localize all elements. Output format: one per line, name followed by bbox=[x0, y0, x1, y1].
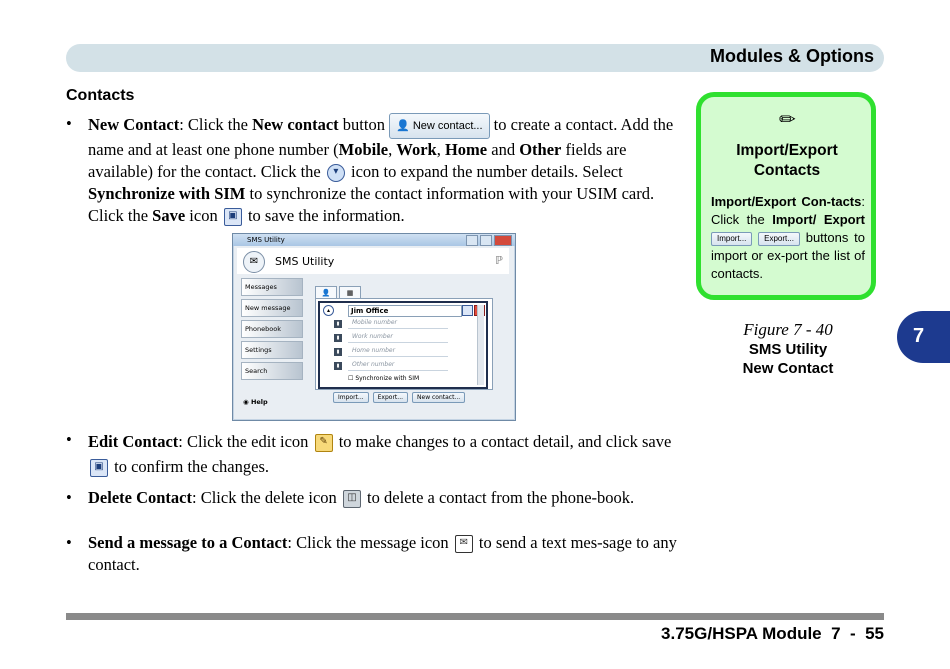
callout-title-line2: Contacts bbox=[753, 162, 821, 179]
bullet-text bbox=[88, 487, 678, 509]
text: : Click the delete icon bbox=[192, 488, 341, 507]
window-titlebar bbox=[233, 234, 515, 246]
help-label: Help bbox=[250, 398, 268, 406]
text: : Click the edit icon bbox=[178, 432, 313, 451]
term-home: Home bbox=[444, 140, 488, 159]
contact-panel bbox=[315, 298, 493, 390]
work-phone-icon: ▮ bbox=[334, 334, 342, 342]
text: to confirm the changes. bbox=[110, 457, 269, 476]
term-work: Work bbox=[396, 140, 437, 159]
contact-name-field[interactable]: Jim Office bbox=[348, 305, 462, 317]
other-number-field[interactable]: Other number bbox=[348, 360, 448, 371]
window-controls bbox=[466, 235, 512, 246]
collapse-icon[interactable]: ▴ bbox=[323, 305, 334, 316]
work-number-field[interactable]: Work number bbox=[348, 332, 448, 343]
nav-item-search[interactable]: Search bbox=[241, 362, 303, 380]
new-contact-button-small[interactable]: New contact... bbox=[412, 392, 465, 403]
signal-icon: ℙ bbox=[495, 254, 503, 267]
envelope-icon[interactable]: ✉ bbox=[455, 535, 473, 553]
mobile-phone-icon: ▮ bbox=[334, 320, 342, 328]
bullet-text bbox=[88, 113, 678, 227]
bullet-new-contact bbox=[66, 113, 678, 227]
bullet-dot: • bbox=[66, 430, 72, 449]
text: to delete a contact from the phone-book. bbox=[362, 488, 635, 507]
bullet-text bbox=[88, 532, 678, 576]
nav-item-phonebook[interactable]: Phonebook bbox=[241, 320, 303, 338]
bottom-buttons bbox=[333, 392, 465, 403]
text: to synchronize the contact information with your USIM card. Click the bbox=[88, 184, 655, 225]
close-button[interactable] bbox=[494, 235, 512, 246]
text: to create a contact. Add the name and at least one phone number ( bbox=[88, 114, 674, 159]
term-other: Other bbox=[519, 140, 562, 159]
term-edit-contact: Edit Contact bbox=[88, 432, 179, 451]
text: button bbox=[338, 114, 390, 134]
text: to save the information. bbox=[243, 206, 405, 225]
text: fields are available) for the contact. Click the bbox=[88, 140, 627, 181]
text: , bbox=[388, 140, 397, 159]
chapter-number: 7 bbox=[913, 325, 925, 347]
edit-pencil-icon[interactable]: ✎ bbox=[315, 434, 333, 452]
checkbox-icon: ☐ bbox=[348, 375, 354, 382]
chapter-tab bbox=[897, 311, 950, 363]
bullet-delete-contact bbox=[66, 487, 678, 509]
footer-divider bbox=[66, 613, 884, 620]
maximize-button[interactable] bbox=[480, 235, 492, 246]
expand-icon[interactable]: ▾ bbox=[327, 164, 345, 182]
pen-icon: ✏ bbox=[779, 107, 796, 131]
footer-text: 3.75G/HSPA Module 7 - 55 bbox=[661, 624, 884, 643]
text: : Click the bbox=[179, 114, 253, 134]
home-number-field[interactable]: Home number bbox=[348, 346, 448, 357]
term-delete-contact: Delete Contact bbox=[88, 488, 192, 507]
help-link[interactable] bbox=[243, 398, 268, 406]
contact-form bbox=[318, 301, 488, 389]
nav-item-new-message[interactable]: New message bbox=[241, 299, 303, 317]
tab-sim-icon[interactable]: ▦ bbox=[339, 286, 361, 300]
figure-caption-line2: New Contact bbox=[742, 360, 834, 377]
help-icon: ◉ bbox=[243, 398, 249, 406]
text: to send a text mes-sage to any contact. bbox=[88, 533, 677, 574]
bullet-text bbox=[88, 429, 678, 479]
minimize-button[interactable] bbox=[466, 235, 478, 246]
text: : Click the bbox=[711, 194, 865, 227]
import-export-callout bbox=[696, 92, 876, 300]
header-bar bbox=[66, 44, 884, 72]
import-button[interactable]: Import... bbox=[711, 232, 752, 246]
app-header bbox=[237, 248, 509, 274]
text: and bbox=[487, 140, 520, 159]
header-title: Modules & Options bbox=[710, 46, 874, 66]
save-icon[interactable] bbox=[462, 305, 473, 316]
save-icon[interactable]: ▣ bbox=[224, 208, 242, 226]
bullet-send-message bbox=[66, 532, 678, 576]
scrollbar[interactable] bbox=[477, 305, 484, 385]
new-contact-button-label: New contact... bbox=[412, 120, 483, 132]
sync-sim-checkbox[interactable] bbox=[348, 375, 419, 382]
bullet-dot: • bbox=[66, 114, 72, 133]
section-title: Contacts bbox=[66, 87, 135, 104]
export-button[interactable]: Export... bbox=[373, 392, 408, 403]
envelope-logo-icon: ✉ bbox=[243, 251, 265, 273]
term-new-contact-button: New contact bbox=[252, 114, 339, 134]
callout-title bbox=[709, 141, 865, 181]
other-phone-icon: ▮ bbox=[334, 362, 342, 370]
home-phone-icon: ▮ bbox=[334, 348, 342, 356]
app-name: SMS Utility bbox=[275, 255, 335, 268]
sync-sim-label: Synchronize with SIM bbox=[355, 375, 420, 382]
text: icon bbox=[185, 206, 222, 225]
term-send-message: Send a message to a Contact bbox=[88, 533, 288, 552]
tab-contact-icon[interactable]: 👤 bbox=[315, 286, 337, 300]
mobile-number-field[interactable]: Mobile number bbox=[348, 318, 448, 329]
bullet-edit-contact bbox=[66, 429, 678, 479]
nav-item-settings[interactable]: Settings bbox=[241, 341, 303, 359]
callout-body bbox=[711, 193, 865, 283]
window-title: SMS Utility bbox=[247, 236, 285, 244]
bullet-dot: • bbox=[66, 533, 72, 552]
term-mobile: Mobile bbox=[338, 140, 389, 159]
text: buttons to import or ex-port the list of contacts. bbox=[711, 230, 865, 281]
term-sync: Synchronize with SIM bbox=[88, 184, 246, 203]
callout-term: Import/Export Con-tacts bbox=[711, 194, 862, 209]
trash-icon[interactable]: ◫ bbox=[343, 490, 361, 508]
text: : Click the message icon bbox=[287, 533, 453, 552]
nav-item-messages[interactable]: Messages bbox=[241, 278, 303, 296]
term-save: Save bbox=[152, 206, 186, 225]
export-button[interactable]: Export... bbox=[758, 232, 800, 246]
text: icon to expand the number details. Select bbox=[346, 162, 623, 181]
save-icon[interactable]: ▣ bbox=[90, 459, 108, 477]
new-contact-button[interactable] bbox=[389, 113, 489, 139]
callout-term-buttons: Import/ Export bbox=[772, 212, 865, 227]
import-button[interactable]: Import... bbox=[333, 392, 369, 403]
figure-caption-line1: SMS Utility bbox=[748, 341, 828, 358]
text: to make changes to a contact detail, and click save bbox=[334, 432, 672, 451]
nav-sidebar bbox=[241, 278, 303, 383]
bullet-dot: • bbox=[66, 488, 72, 507]
figure-number: Figure 7 - 40 bbox=[743, 320, 833, 339]
text: , bbox=[436, 140, 445, 159]
term-new-contact: New Contact bbox=[88, 114, 180, 134]
sms-utility-screenshot bbox=[232, 233, 516, 421]
callout-title-line1: Import/Export bbox=[736, 142, 838, 159]
user-add-icon: 👤 bbox=[396, 120, 410, 132]
